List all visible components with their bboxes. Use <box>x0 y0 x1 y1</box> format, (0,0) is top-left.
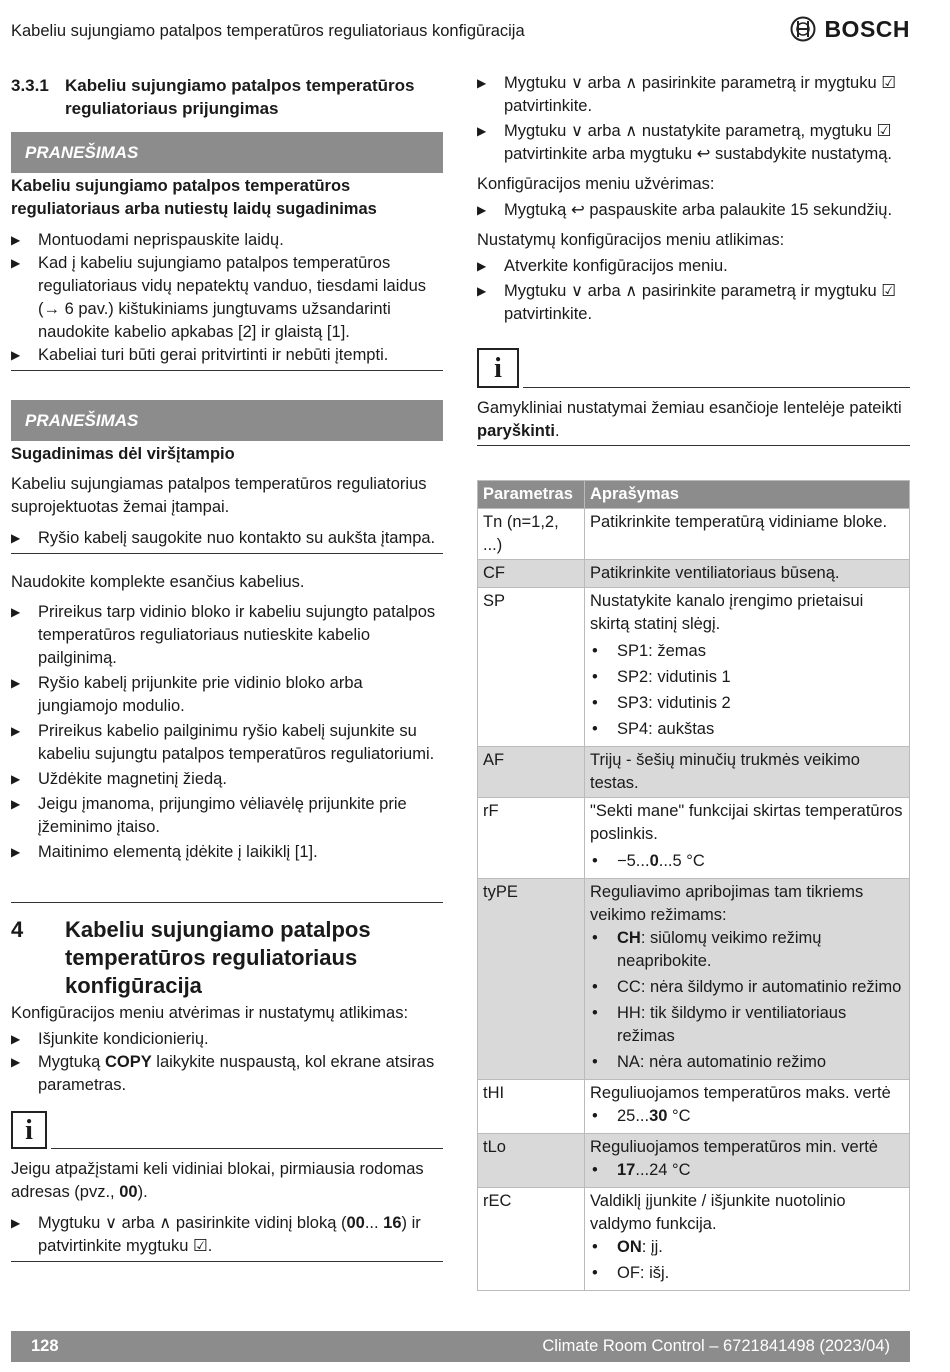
bosch-armature-icon <box>790 16 816 42</box>
info-note <box>477 348 910 388</box>
chapter-number: 4 <box>11 917 24 942</box>
copy-key-label: COPY <box>104 1053 152 1071</box>
list-item: ▶ Išjunkite kondicionierių. <box>11 1028 443 1051</box>
info-text: Jeigu atpažįstami keli vidiniai blokai, pirmiausia rodomas adresas (pvz., 00). <box>11 1160 424 1201</box>
table-row: tLo Reguliuojamos temperatūros min. vertė • 17...24 °C <box>478 1134 910 1188</box>
page-number: 128 <box>31 1337 59 1355</box>
info-note <box>11 1111 443 1149</box>
list-item: ▶ Montuodami neprispauskite laidų. <box>11 229 443 252</box>
table-row: tyPE Reguliavimo apribojimas tam tikriems veikimo režimams: • CH: siūlomų veikimo režimų neapribokite. • CC: nėra šildymo ir automatinio režimo • HH: tik šildymo ir ventiliatoriaus režimas • NA: nėra automatinio režimo <box>478 879 910 1080</box>
header-title: Kabeliu sujungiamo patalpos temperatūros reguliatoriaus konfigūracija <box>11 22 525 40</box>
list-item: ▶ Atverkite konfigūracijos meniu. <box>477 255 910 278</box>
page-footer <box>11 1331 910 1362</box>
info-text: Gamykliniai nustatymai žemiau esančioje lentelėje pateikti paryškinti. <box>477 397 910 446</box>
info-icon: i <box>11 1111 47 1149</box>
list-item: ▶ Kad į kabeliu sujungiamo patalpos temperatūros reguliatoriaus vidų nepatektų vanduo, tiesdami laidus (→ 6 pav.) kištukiniams jungtuvams užsandarinti naudokite kabelio apkabas [2] ir glaistą [1]. <box>11 252 443 344</box>
list-item: ▶ Mygtuku ∨ arba ∧ pasirinkite parametrą ir mygtuku ☑ patvirtinkite. <box>477 72 910 118</box>
chapter-title: Kabeliu sujungiamo patalpos temperatūros reguliatoriaus konfigūracija <box>65 917 371 998</box>
chapter-heading <box>11 916 443 1000</box>
left-column <box>11 72 443 1262</box>
notice-label: PRANEŠIMAS <box>11 132 443 173</box>
table-row: rEC Valdiklį įjunkite / išjunkite nuotolinio valdymo funkcija. • ON: įj. • OF: išj. <box>478 1188 910 1291</box>
parameter-table <box>477 480 910 1291</box>
list-item: ▶ Maitinimo elementą įdėkite į laikiklį [1]. <box>11 841 443 864</box>
notice-text: Kabeliu sujungiamas patalpos temperatūros reguliatorius suprojektuotas žemai įtampai. <box>11 475 427 516</box>
config-intro: Konfigūracijos meniu atvėrimas ir nustatymų atlikimas: <box>11 1004 409 1022</box>
table-row: SP Nustatykite kanalo įrengimo prietaisui skirtą statinį slėgį. • SP1: žemas • SP2: vidutinis 1 • SP3: vidutinis 2 • SP4: aukštas <box>478 588 910 747</box>
list-item: ▶ Prireikus tarp vidinio bloko ir kabeliu sujungto patalpos temperatūros reguliatoriaus nutieskite kabelio pailginimą. <box>11 601 443 670</box>
section-number: 3.3.1 <box>11 76 49 95</box>
bosch-logo <box>790 16 910 42</box>
list-item: ▶ Mygtuką COPY laikykite nuspaustą, kol ekrane atsiras parametras. <box>11 1051 443 1097</box>
section-title: Kabeliu sujungiamo patalpos temperatūros reguliatoriaus prijungimas <box>65 76 415 118</box>
list-item: ▶ Ryšio kabelį saugokite nuo kontakto su aukšta įtampa. <box>11 527 443 550</box>
info-icon: i <box>477 348 519 388</box>
document-reference: Climate Room Control – 6721841498 (2023/04) <box>542 1337 890 1355</box>
list-item: ▶ Kabeliai turi būti gerai pritvirtinti ir nebūti įtempti. <box>11 344 443 367</box>
list-item: ▶ Mygtuku ∨ arba ∧ nustatykite parametrą, mygtuku ☑ patvirtinkite arba mygtuku ↩ sustabdykite nustatymą. <box>477 120 910 166</box>
brand-name: BOSCH <box>824 15 910 42</box>
notice-box <box>11 441 443 554</box>
table-header-row <box>478 481 910 509</box>
table-row: Tn (n=1,2, ...) Patikrinkite temperatūrą vidiniame bloke. <box>478 509 910 560</box>
list-item: ▶ Ryšio kabelį prijunkite prie vidinio bloko arba jungiamojo modulio. <box>11 672 443 718</box>
notice-box <box>11 173 443 371</box>
notice-heading: Kabeliu sujungiamo patalpos temperatūros reguliatoriaus arba nutiestų laidų sugadinimas <box>11 177 377 218</box>
table-row: tHI Reguliuojamos temperatūros maks. vertė • 25...30 °C <box>478 1080 910 1134</box>
section-heading <box>11 74 443 120</box>
list-item: ▶ Uždėkite magnetinį žiedą. <box>11 768 443 791</box>
intro-text: Naudokite komplekte esančius kabelius. <box>11 573 305 591</box>
right-column <box>477 72 910 1291</box>
table-row: AF Trijų - šešių minučių trukmės veikimo testas. <box>478 747 910 798</box>
column-header: Parametras <box>478 481 585 509</box>
close-title: Konfigūracijos meniu užvėrimas: <box>477 175 715 193</box>
list-item: ▶ Mygtuku ∨ arba ∧ pasirinkite parametrą ir mygtuku ☑ patvirtinkite. <box>477 280 910 326</box>
list-item: ▶ Mygtuku ∨ arba ∧ pasirinkite vidinį bloką (00... 16) ir patvirtinkite mygtuku ☑. <box>11 1212 443 1258</box>
column-header: Aprašymas <box>585 481 910 509</box>
table-row: CF Patikrinkite ventiliatoriaus būseną. <box>478 560 910 588</box>
list-item: ▶ Mygtuką ↩ paspauskite arba palaukite 15 sekundžių. <box>477 199 910 222</box>
settings-title: Nustatymų konfigūracijos meniu atlikimas: <box>477 231 785 249</box>
notice-heading: Sugadinimas dėl viršįtampio <box>11 445 235 463</box>
list-item: ▶ Jeigu įmanoma, prijungimo vėliavėlę prijunkite prie įžeminimo įtaiso. <box>11 793 443 839</box>
list-item: ▶ Prireikus kabelio pailginimu ryšio kabelį sujunkite su kabeliu sujungtu patalpos temperatūros reguliatoriumi. <box>11 720 443 766</box>
table-row: rF "Sekti mane" funkcijai skirtas temperatūros poslinkis. • −5...0...5 °C <box>478 798 910 879</box>
notice-label: PRANEŠIMAS <box>11 400 443 441</box>
